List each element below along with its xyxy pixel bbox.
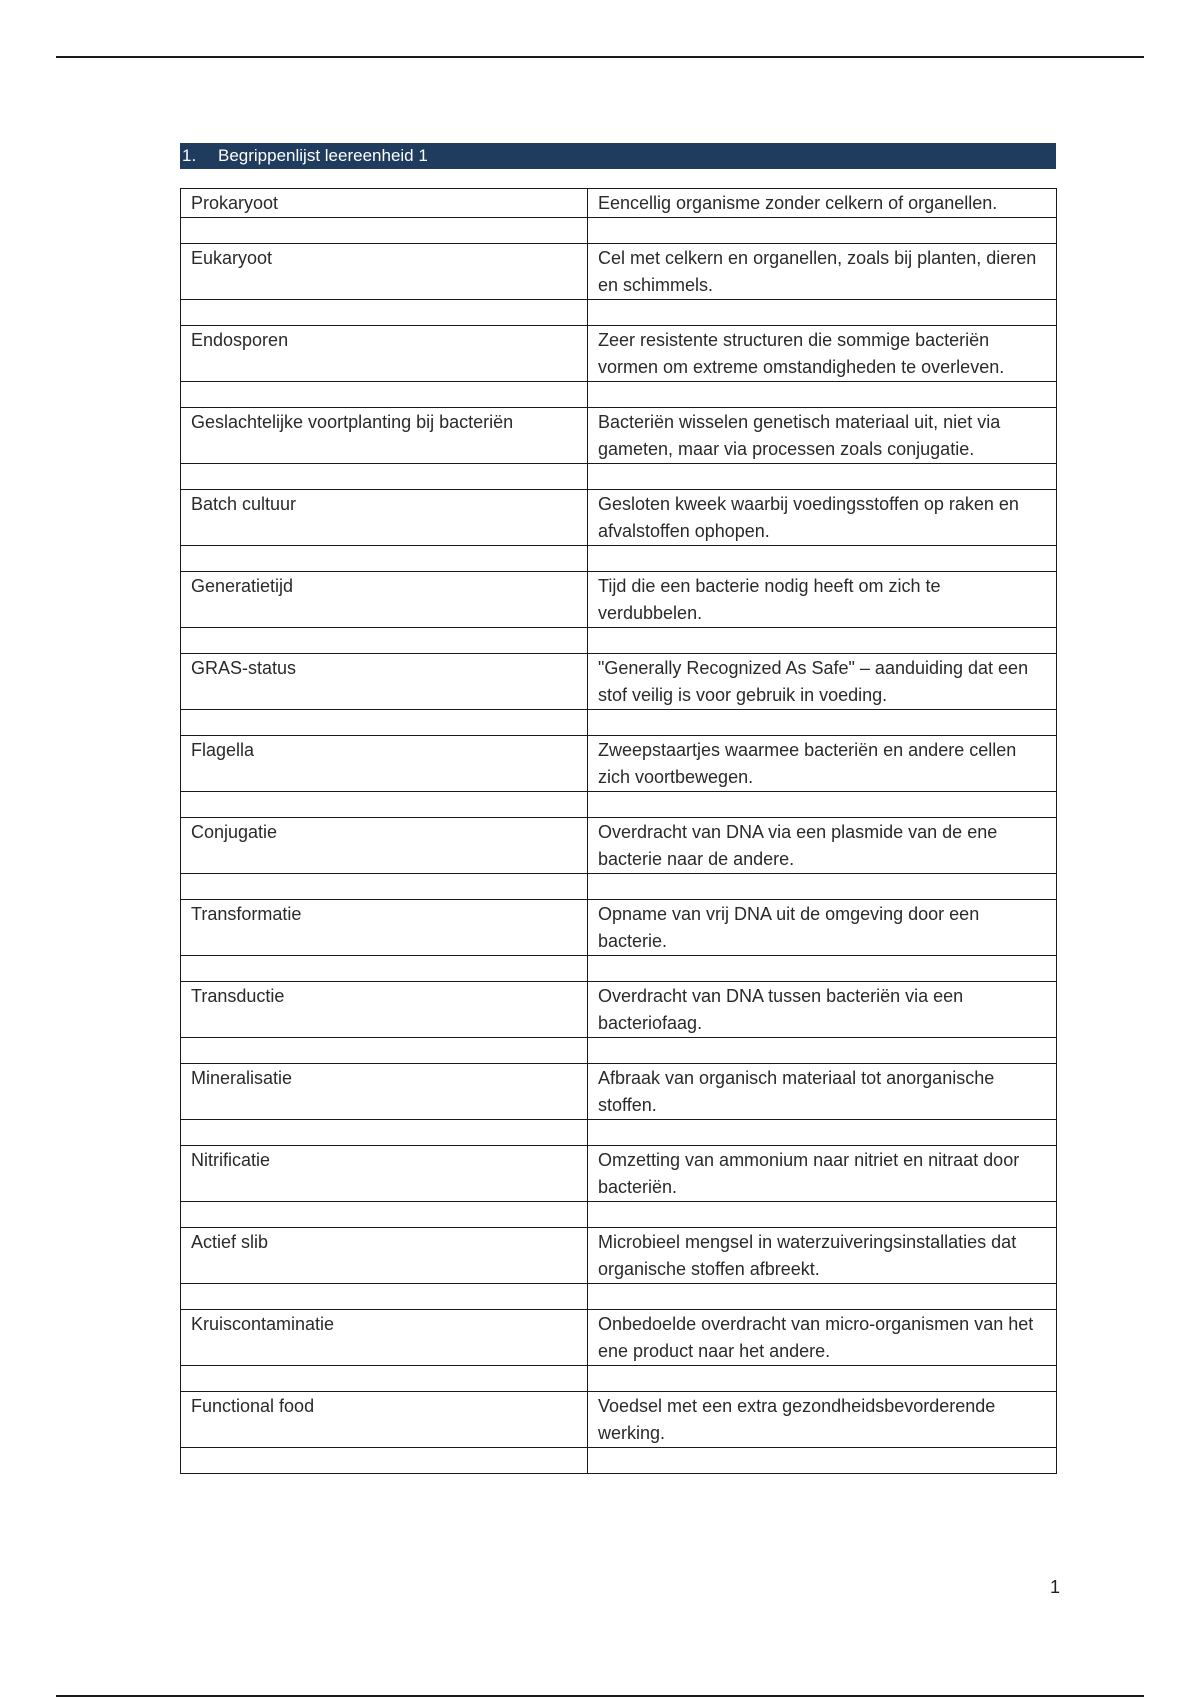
definition-cell: Omzetting van ammonium naar nitriet en nitraat door bacteriën.	[588, 1146, 1057, 1202]
empty-cell	[181, 1448, 588, 1474]
empty-cell	[181, 300, 588, 326]
term-cell: Conjugatie	[181, 818, 588, 874]
empty-cell	[181, 1366, 588, 1392]
term-cell: Eukaryoot	[181, 244, 588, 300]
term-cell: Endosporen	[181, 326, 588, 382]
table-row	[181, 244, 1057, 300]
spacer-row	[181, 1284, 1057, 1310]
empty-cell	[181, 628, 588, 654]
definition-cell: Overdracht van DNA tussen bacteriën via een bacteriofaag.	[588, 982, 1057, 1038]
spacer-row	[181, 710, 1057, 736]
table-row	[181, 1392, 1057, 1448]
empty-cell	[181, 1202, 588, 1228]
empty-cell	[181, 1120, 588, 1146]
definition-cell: Afbraak van organisch materiaal tot anorganische stoffen.	[588, 1064, 1057, 1120]
spacer-row	[181, 628, 1057, 654]
spacer-row	[181, 1366, 1057, 1392]
spacer-row	[181, 464, 1057, 490]
term-cell: Nitrificatie	[181, 1146, 588, 1202]
empty-cell	[181, 218, 588, 244]
table-row	[181, 818, 1057, 874]
spacer-row	[181, 1120, 1057, 1146]
table-row	[181, 408, 1057, 464]
table-row	[181, 654, 1057, 710]
spacer-row	[181, 956, 1057, 982]
term-cell: Transformatie	[181, 900, 588, 956]
term-cell: Transductie	[181, 982, 588, 1038]
definition-cell: Eencellig organisme zonder celkern of organellen.	[588, 189, 1057, 218]
glossary-table	[180, 188, 1057, 1474]
definition-cell: Cel met celkern en organellen, zoals bij planten, dieren en schimmels.	[588, 244, 1057, 300]
definition-cell: Zweepstaartjes waarmee bacteriën en andere cellen zich voortbewegen.	[588, 736, 1057, 792]
table-row	[181, 1146, 1057, 1202]
empty-cell	[181, 1038, 588, 1064]
section-title: Begrippenlijst leereenheid 1	[218, 146, 428, 165]
definition-cell: Gesloten kweek waarbij voedingsstoffen op raken en afvalstoffen ophopen.	[588, 490, 1057, 546]
term-cell: Flagella	[181, 736, 588, 792]
definition-cell: Zeer resistente structuren die sommige bacteriën vormen om extreme omstandigheden te overleven.	[588, 326, 1057, 382]
term-cell: Functional food	[181, 1392, 588, 1448]
term-cell: Geslachtelijke voortplanting bij bacteriën	[181, 408, 588, 464]
empty-cell	[588, 300, 1057, 326]
empty-cell	[181, 1284, 588, 1310]
term-cell: Actief slib	[181, 1228, 588, 1284]
empty-cell	[588, 464, 1057, 490]
definition-cell: Tijd die een bacterie nodig heeft om zich te verdubbelen.	[588, 572, 1057, 628]
term-cell: GRAS-status	[181, 654, 588, 710]
definition-cell: Voedsel met een extra gezondheidsbevorderende werking.	[588, 1392, 1057, 1448]
spacer-row	[181, 382, 1057, 408]
empty-cell	[588, 218, 1057, 244]
term-cell: Generatietijd	[181, 572, 588, 628]
definition-cell: Onbedoelde overdracht van micro-organismen van het ene product naar het andere.	[588, 1310, 1057, 1366]
empty-cell	[181, 382, 588, 408]
term-cell: Prokaryoot	[181, 189, 588, 218]
table-row	[181, 1310, 1057, 1366]
page-number: 1	[1049, 1577, 1060, 1597]
empty-cell	[588, 792, 1057, 818]
section-heading	[180, 143, 1056, 169]
empty-cell	[588, 382, 1057, 408]
spacer-row	[181, 1448, 1057, 1474]
empty-cell	[588, 1038, 1057, 1064]
empty-cell	[588, 1284, 1057, 1310]
empty-cell	[588, 874, 1057, 900]
term-cell: Batch cultuur	[181, 490, 588, 546]
spacer-row	[181, 546, 1057, 572]
empty-cell	[181, 874, 588, 900]
empty-cell	[588, 628, 1057, 654]
spacer-row	[181, 1038, 1057, 1064]
definition-cell: Opname van vrij DNA uit de omgeving door een bacterie.	[588, 900, 1057, 956]
empty-cell	[588, 1448, 1057, 1474]
header-rule	[56, 56, 1144, 58]
empty-cell	[181, 792, 588, 818]
definition-cell: "Generally Recognized As Safe" – aanduiding dat een stof veilig is voor gebruik in voeding.	[588, 654, 1057, 710]
empty-cell	[588, 1120, 1057, 1146]
table-row	[181, 1064, 1057, 1120]
empty-cell	[181, 710, 588, 736]
empty-cell	[588, 1366, 1057, 1392]
spacer-row	[181, 300, 1057, 326]
footer-rule	[56, 1695, 1144, 1697]
table-row	[181, 490, 1057, 546]
table-row	[181, 982, 1057, 1038]
empty-cell	[588, 710, 1057, 736]
spacer-row	[181, 874, 1057, 900]
table-row	[181, 326, 1057, 382]
empty-cell	[588, 546, 1057, 572]
definition-cell: Overdracht van DNA via een plasmide van de ene bacterie naar de andere.	[588, 818, 1057, 874]
term-cell: Mineralisatie	[181, 1064, 588, 1120]
table-row	[181, 572, 1057, 628]
table-row	[181, 900, 1057, 956]
empty-cell	[181, 546, 588, 572]
empty-cell	[588, 1202, 1057, 1228]
table-row	[181, 1228, 1057, 1284]
spacer-row	[181, 792, 1057, 818]
empty-cell	[181, 464, 588, 490]
definition-cell: Bacteriën wisselen genetisch materiaal uit, niet via gameten, maar via processen zoals conjugatie.	[588, 408, 1057, 464]
table-row	[181, 736, 1057, 792]
definition-cell: Microbieel mengsel in waterzuiveringsinstallaties dat organische stoffen afbreekt.	[588, 1228, 1057, 1284]
empty-cell	[588, 956, 1057, 982]
spacer-row	[181, 1202, 1057, 1228]
table-row	[181, 189, 1057, 218]
spacer-row	[181, 218, 1057, 244]
section-number: 1.	[182, 146, 197, 165]
empty-cell	[181, 956, 588, 982]
term-cell: Kruiscontaminatie	[181, 1310, 588, 1366]
